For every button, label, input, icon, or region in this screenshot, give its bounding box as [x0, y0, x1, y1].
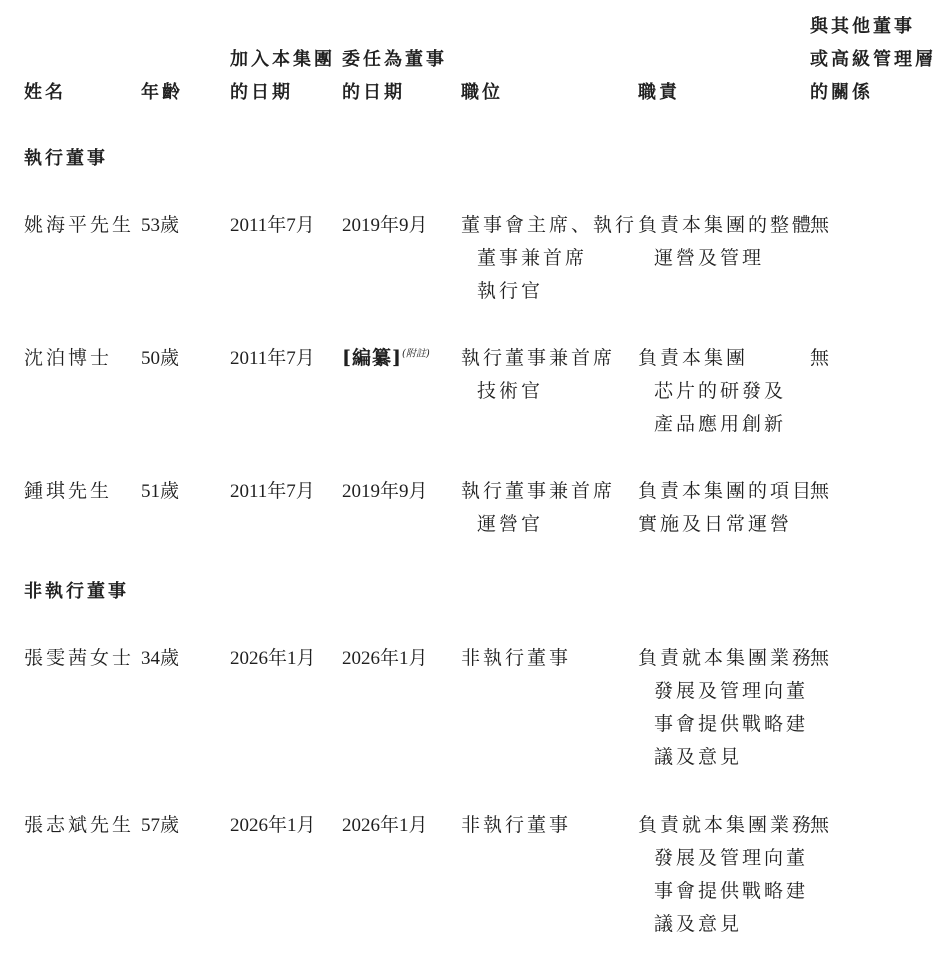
responsibility-line: 實施及日常運營: [638, 513, 793, 535]
header-responsibilities: 職責: [638, 82, 680, 103]
header-name: 姓名: [24, 82, 66, 103]
position: [461, 342, 615, 408]
position-line: 非執行董事: [461, 647, 572, 669]
responsibility-line: 芯片的研發及: [654, 380, 787, 402]
footnote-marker: (附註): [401, 348, 430, 360]
director-age: 34歲: [141, 648, 180, 669]
responsibilities: [638, 209, 814, 275]
header-join-date-line2: 的日期: [230, 82, 293, 103]
relationship: 無: [810, 814, 833, 836]
director-age: 50歲: [141, 348, 180, 369]
join-date: 2011年7月: [230, 215, 315, 236]
position: [461, 475, 615, 541]
responsibility-line: 負責本集團: [638, 347, 749, 369]
responsibility-line: 負責就本集團業務: [638, 647, 815, 669]
director-name: 張雯茜女士: [24, 647, 135, 669]
responsibility-line: 事會提供戰略建: [654, 880, 809, 902]
appoint-date: [342, 342, 430, 375]
relationship: 無: [810, 480, 833, 502]
relationship: 無: [810, 214, 833, 236]
director-age: 53歲: [141, 215, 180, 236]
position-line: 執行官: [477, 280, 544, 302]
redacted-text: [編纂]: [342, 347, 402, 369]
responsibility-line: 發展及管理向董: [654, 680, 809, 702]
position: [461, 642, 571, 675]
responsibility-line: 負責本集團的項目: [638, 480, 815, 502]
position-line: 運營官: [477, 513, 544, 535]
director-age: 57歲: [141, 815, 180, 836]
director-name: 姚海平先生: [24, 214, 135, 236]
relationship: 無: [810, 647, 833, 669]
header-join-date: [230, 43, 335, 109]
join-date: 2011年7月: [230, 481, 315, 502]
responsibility-line: 議及意見: [654, 913, 743, 935]
header-relationship-line3: 的關係: [810, 82, 873, 103]
appoint-date: 2026年1月: [342, 648, 428, 669]
header-appoint-date: [342, 43, 447, 109]
appoint-date: 2019年9月: [342, 481, 428, 502]
relationship: 無: [810, 347, 833, 369]
position-line: 執行董事兼首席: [461, 480, 616, 502]
header-relationship-line1: 與其他董事: [810, 16, 915, 37]
header-position: 職位: [461, 82, 503, 103]
responsibility-line: 運營及管理: [654, 247, 765, 269]
director-name: 張志斌先生: [24, 814, 135, 836]
position: [461, 209, 637, 308]
responsibility-line: 議及意見: [654, 746, 743, 768]
join-date: 2026年1月: [230, 648, 316, 669]
header-age: 年齡: [141, 82, 183, 103]
section-title-executive: 執行董事: [24, 148, 108, 169]
responsibility-line: 產品應用創新: [654, 413, 787, 435]
header-appoint-date-line1: 委任為董事: [342, 49, 447, 70]
header-relationship-line2: 或高級管理層: [810, 49, 936, 70]
header-appoint-date-line2: 的日期: [342, 82, 405, 103]
section-title-non-executive: 非執行董事: [24, 581, 129, 602]
director-name: 鍾琪先生: [24, 480, 113, 502]
appoint-date: 2019年9月: [342, 215, 428, 236]
join-date: 2026年1月: [230, 815, 316, 836]
appoint-date: 2026年1月: [342, 815, 428, 836]
responsibilities: [638, 809, 814, 941]
responsibility-line: 負責就本集團業務: [638, 814, 815, 836]
position-line: 董事會主席、執行: [461, 214, 638, 236]
position-line: 董事兼首席: [477, 247, 588, 269]
director-age: 51歲: [141, 481, 180, 502]
responsibility-line: 發展及管理向董: [654, 847, 809, 869]
responsibility-line: 事會提供戰略建: [654, 713, 809, 735]
responsibilities: [638, 642, 814, 774]
position-line: 非執行董事: [461, 814, 572, 836]
responsibility-line: 負責本集團的整體: [638, 214, 815, 236]
position: [461, 809, 571, 842]
join-date: 2011年7月: [230, 348, 315, 369]
position-line: 執行董事兼首席: [461, 347, 616, 369]
header-relationship: [810, 10, 936, 109]
position-line: 技術官: [477, 380, 544, 402]
header-join-date-line1: 加入本集團: [230, 49, 335, 70]
responsibilities: [638, 475, 814, 541]
director-name: 沈泊博士: [24, 347, 113, 369]
responsibilities: [638, 342, 786, 441]
